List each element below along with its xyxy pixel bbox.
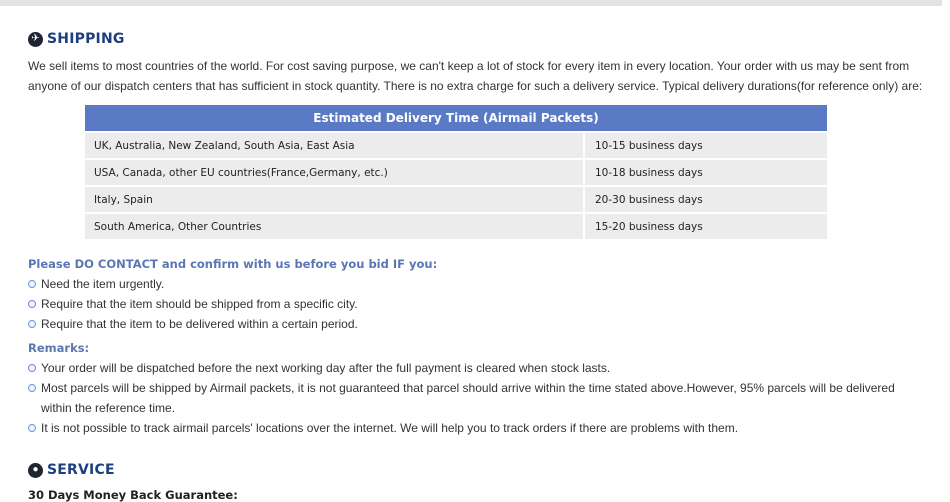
list-item <box>28 294 928 314</box>
list-item-text: Require that the item to be delivered within a certain period. <box>41 317 358 331</box>
region-cell: South America, Other Countries <box>85 212 585 239</box>
list-item <box>28 274 928 294</box>
time-cell: 20-30 business days <box>585 185 827 212</box>
list-item <box>28 418 928 438</box>
table-row <box>85 158 827 185</box>
table-row <box>85 212 827 239</box>
shipping-title: SHIPPING <box>47 31 125 47</box>
remarks-heading: Remarks: <box>28 341 90 355</box>
list-item-text: Most parcels will be shipped by Airmail packets, it is not guaranteed that parcel should arrive within the time stated above.However, 95% parcels will be delivered within the reference time. <box>41 381 895 415</box>
time-cell: 10-15 business days <box>585 131 827 158</box>
time-cell: 10-18 business days <box>585 158 827 185</box>
list-item <box>28 378 928 418</box>
table-header-row <box>85 105 827 131</box>
people-icon: ● <box>28 463 43 478</box>
shipping-heading <box>28 31 125 47</box>
list-item-text: Need the item urgently. <box>41 277 165 291</box>
circle-bullet-icon <box>28 280 36 288</box>
airplane-icon: ✈ <box>28 32 43 47</box>
shipping-intro: We sell items to most countries of the world. For cost saving purpose, we can't keep a lot of stock for every item in every location. Your order with us may be sent from anyone of our dispatch centers that has sufficient in stock quantity. There is no extra charge for such a delivery service. Typical delivery durations(for reference only) are: <box>28 59 923 93</box>
list-item-text: Require that the item should be shipped from a specific city. <box>41 297 358 311</box>
circle-bullet-icon <box>28 300 36 308</box>
table-row <box>85 185 827 212</box>
circle-bullet-icon <box>28 384 36 392</box>
time-cell: 15-20 business days <box>585 212 827 239</box>
service-heading <box>28 462 115 478</box>
table-row <box>85 131 827 158</box>
region-cell: USA, Canada, other EU countries(France,Germany, etc.) <box>85 158 585 185</box>
circle-bullet-icon <box>28 364 36 372</box>
list-item <box>28 358 928 378</box>
list-item-text: Your order will be dispatched before the next working day after the full payment is cleared when stock lasts. <box>41 361 611 375</box>
contact-heading: Please DO CONTACT and confirm with us before you bid IF you: <box>28 257 438 271</box>
guarantee-heading: 30 Days Money Back Guarantee: <box>28 488 238 502</box>
delivery-time-table <box>85 105 827 239</box>
table-header: Estimated Delivery Time (Airmail Packets) <box>85 105 827 131</box>
list-item <box>28 314 928 334</box>
top-divider <box>0 0 942 6</box>
circle-bullet-icon <box>28 424 36 432</box>
region-cell: UK, Australia, New Zealand, South Asia, East Asia <box>85 131 585 158</box>
list-item-text: It is not possible to track airmail parcels' locations over the internet. We will help you to track orders if there are problems with them. <box>41 421 739 435</box>
contact-list <box>28 274 928 334</box>
service-title: SERVICE <box>47 462 115 478</box>
remarks-list <box>28 358 928 438</box>
region-cell: Italy, Spain <box>85 185 585 212</box>
circle-bullet-icon <box>28 320 36 328</box>
